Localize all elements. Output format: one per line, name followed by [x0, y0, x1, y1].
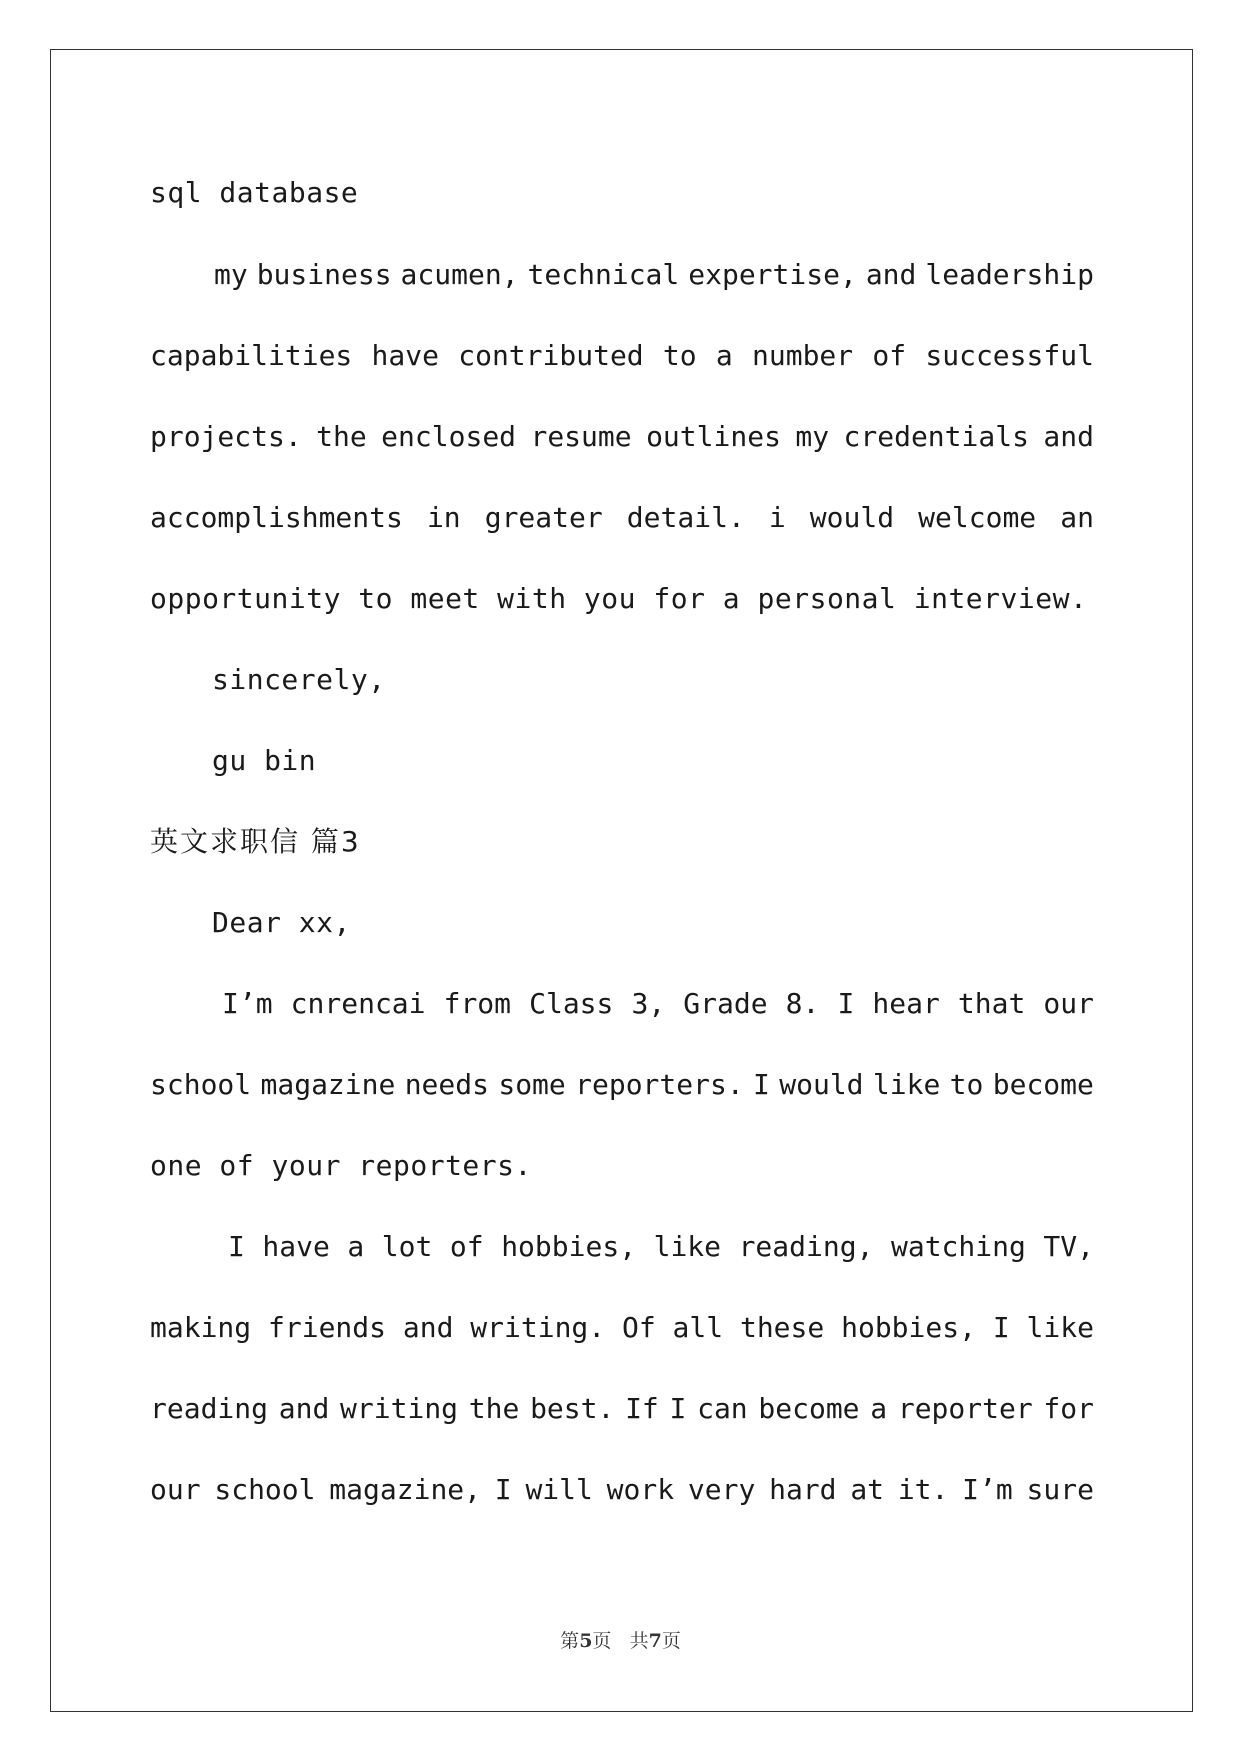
word: school [214, 1473, 316, 1506]
word: writing [340, 1392, 459, 1425]
word: reporter [897, 1392, 1033, 1425]
word: like [653, 1230, 722, 1263]
signature: gu bin [212, 744, 317, 777]
word: these [739, 1311, 825, 1344]
footer-total-suffix: 页 [661, 1630, 681, 1652]
word: capabilities [150, 339, 353, 372]
word: best. [530, 1392, 615, 1425]
salutation: Dear xx, [212, 906, 351, 939]
word: technical [527, 258, 680, 291]
word: credentials [843, 420, 1029, 453]
word: become [758, 1392, 860, 1425]
footer-total-pages: 7 [648, 1630, 662, 1652]
word: reporters. [575, 1068, 744, 1101]
word: an [1060, 501, 1094, 534]
word: my [214, 258, 248, 291]
word: successful [925, 339, 1094, 372]
text-line: opportunity to meet with you for a personal interview. [150, 582, 1088, 615]
word: I [669, 1392, 687, 1425]
text-line [214, 258, 1094, 292]
word: the [316, 420, 367, 453]
word: TV, [1043, 1230, 1094, 1263]
word: writing. [470, 1311, 606, 1344]
word: i [768, 501, 786, 534]
word: at [850, 1473, 885, 1506]
closing: sincerely, [212, 663, 386, 696]
word: my [795, 420, 830, 453]
word: to [662, 339, 697, 372]
word: Class [529, 987, 614, 1020]
word: would [779, 1068, 864, 1101]
word: hobbies, [501, 1230, 637, 1263]
word: enclosed [381, 420, 517, 453]
word: outlines [646, 420, 781, 453]
word: can [697, 1392, 748, 1425]
word: for [1043, 1392, 1094, 1425]
word: I’m [222, 987, 273, 1020]
word: Of [621, 1311, 656, 1344]
word: 8. [785, 987, 820, 1020]
word: I [837, 987, 855, 1020]
word: of [872, 339, 907, 372]
word: very [687, 1473, 756, 1506]
word: expertise, [688, 258, 857, 291]
text-line: sql database [150, 176, 359, 209]
word: have [371, 339, 439, 372]
footer-page-number: 5 [579, 1630, 593, 1652]
word: that [957, 987, 1026, 1020]
word: and [1043, 420, 1094, 453]
word: I [494, 1473, 512, 1506]
word: business [256, 258, 392, 291]
word: and [402, 1311, 454, 1344]
word: acumen, [400, 258, 519, 291]
word: 3, [631, 987, 666, 1020]
word: will [525, 1473, 593, 1506]
text-line [150, 420, 1094, 454]
word: friends [268, 1311, 387, 1344]
word: I [228, 1230, 245, 1263]
word: leadership [925, 258, 1094, 291]
word: it. [897, 1473, 949, 1506]
word: and [865, 258, 917, 291]
text-line [150, 501, 1094, 535]
word: like [1026, 1311, 1094, 1344]
word: have [262, 1230, 330, 1263]
word: all [672, 1311, 724, 1344]
page-footer [0, 1626, 1241, 1653]
footer-page-suffix: 页 [592, 1630, 612, 1652]
word: projects. [150, 420, 302, 453]
word: accomplishments [150, 501, 403, 534]
word: magazine, [329, 1473, 482, 1506]
text-line [150, 1473, 1094, 1507]
word: greater [484, 501, 603, 534]
word: Grade [683, 987, 768, 1020]
word: some [498, 1068, 566, 1101]
word: our [1043, 987, 1094, 1020]
word: a [870, 1392, 888, 1425]
section-heading: 英文求职信 篇3 [150, 825, 361, 858]
word: and [278, 1392, 330, 1425]
word: I [992, 1311, 1010, 1344]
word: would [809, 501, 895, 534]
word: the [468, 1392, 520, 1425]
word: in [426, 501, 461, 534]
word: detail. [626, 501, 745, 534]
word: hobbies, [841, 1311, 976, 1344]
word: magazine [260, 1068, 396, 1101]
word: number [752, 339, 854, 372]
word: reading [150, 1392, 269, 1425]
word: cnrencai [290, 987, 426, 1020]
word: become [992, 1068, 1094, 1101]
text-line [228, 1230, 1094, 1264]
word: of [449, 1230, 484, 1263]
word: I [753, 1068, 770, 1101]
word: like [872, 1068, 941, 1101]
word: I’m [962, 1473, 1013, 1506]
word: from [443, 987, 512, 1020]
word: a [347, 1230, 365, 1263]
word: making [150, 1311, 252, 1344]
footer-prefix: 第 [560, 1630, 580, 1652]
word: needs [404, 1068, 489, 1101]
text-line [222, 987, 1094, 1021]
word: a [715, 339, 733, 372]
word: sure [1026, 1473, 1094, 1506]
word: lot [381, 1230, 433, 1263]
word: welcome [918, 501, 1037, 534]
page-frame [50, 49, 1193, 1712]
word: resume [530, 420, 632, 453]
word: hear [872, 987, 940, 1020]
word: our [150, 1473, 201, 1506]
word: reading, [738, 1230, 874, 1263]
text-line: one of your reporters. [150, 1149, 532, 1182]
word: watching [890, 1230, 1026, 1263]
word: contributed [458, 339, 644, 372]
footer-total-prefix: 共 [629, 1630, 649, 1652]
word: hard [769, 1473, 837, 1506]
word: If [625, 1392, 659, 1425]
text-line [150, 1311, 1094, 1345]
text-line [150, 1068, 1094, 1102]
text-line [150, 1392, 1094, 1426]
word: work [606, 1473, 675, 1506]
word: school [150, 1068, 252, 1101]
text-line [150, 339, 1094, 373]
word: to [949, 1068, 984, 1101]
